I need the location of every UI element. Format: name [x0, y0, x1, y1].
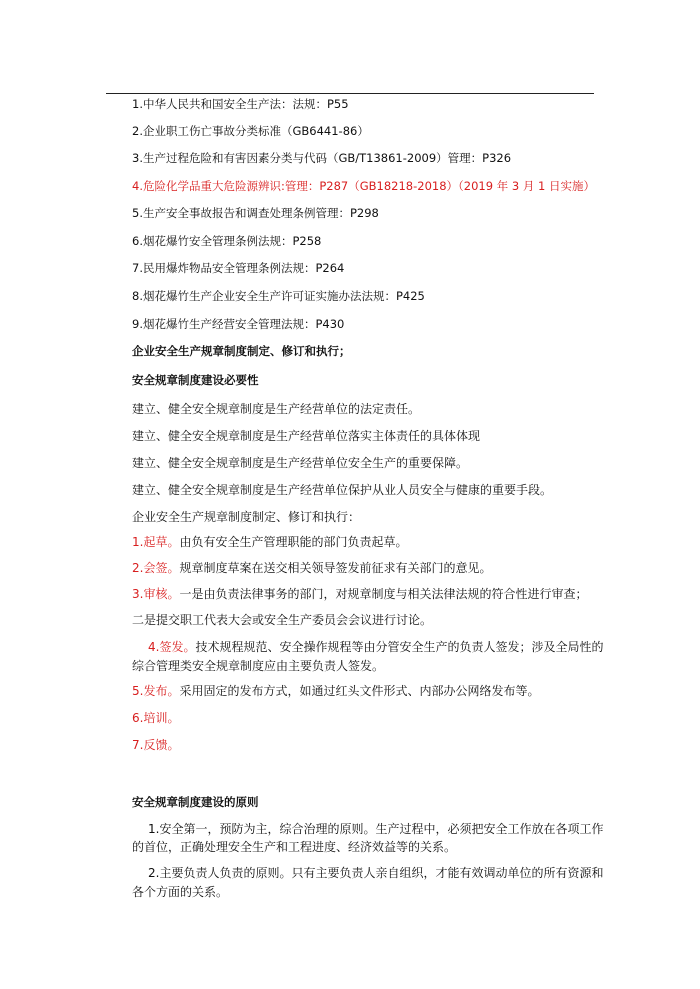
step-text: 采用固定的发布方式，如通过红头文件形式、内部办公网络发布等。 — [179, 684, 540, 698]
necessity-line-3: 建立、健全安全规章制度是生产经营单位安全生产的重要保障。 — [132, 456, 469, 470]
step-text: 技术规程规范、安全操作规程等由分管安全生产的负责人签发；涉及全局性的 — [195, 640, 604, 654]
principle-1-line-1: 1.安全第一，预防为主，综合治理的原则。生产过程中，必须把安全工作放在各项工作 — [148, 822, 604, 836]
regulation-item-7: 7.民用爆炸物品安全管理条例法规：P264 — [132, 261, 345, 275]
step-label: 3.审核。 — [132, 587, 180, 601]
principle-2-line-2: 各个方面的关系。 — [132, 885, 229, 899]
principle-2-line-1: 2.主要负责人负责的原则。只有主要负责人亲自组织，才能有效调动单位的所有资源和 — [148, 866, 604, 880]
step-5 — [132, 684, 539, 698]
step-2 — [132, 561, 491, 575]
process-intro: 企业安全生产规章制度制定、修订和执行： — [132, 510, 361, 524]
subsection-heading-principles: 安全规章制度建设的原则 — [132, 795, 259, 809]
step-text: 规章制度草案在送交相关领导签发前征求有关部门的意见。 — [179, 561, 492, 575]
necessity-line-1: 建立、健全安全规章制度是生产经营单位的法定责任。 — [132, 402, 421, 416]
step-3-continuation: 二是提交职工代表大会或安全生产委员会会议进行讨论。 — [132, 613, 433, 627]
step-label: 1.起草。 — [132, 535, 180, 549]
subsection-heading-necessity: 安全规章制度建设必要性 — [132, 373, 259, 387]
step-label: 5.发布。 — [132, 684, 180, 698]
regulation-item-1: 1.中华人民共和国安全生产法：法规：P55 — [132, 97, 349, 111]
step-4 — [148, 640, 603, 654]
step-6 — [132, 711, 179, 725]
regulation-item-3: 3.生产过程危险和有害因素分类与代码（GB/T13861-2009）管理：P326 — [132, 151, 512, 165]
step-label: 6.培训。 — [132, 711, 180, 725]
header-rule — [106, 93, 594, 94]
step-1 — [132, 535, 407, 549]
step-label: 4.签发。 — [148, 640, 196, 654]
section-heading: 企业安全生产规章制度制定、修订和执行； — [132, 344, 351, 358]
regulation-item-6: 6.烟花爆竹安全管理条例法规：P258 — [132, 234, 322, 248]
step-text: 一是由负责法律事务的部门，对规章制度与相关法律法规的符合性进行审查； — [179, 587, 588, 601]
step-4-continuation: 综合管理类安全规章制度应由主要负责人签发。 — [132, 659, 385, 673]
necessity-line-4: 建立、健全安全规章制度是生产经营单位保护从业人员安全与健康的重要手段。 — [132, 483, 553, 497]
step-label: 2.会签。 — [132, 561, 180, 575]
regulation-item-8: 8.烟花爆竹生产企业安全生产许可证实施办法法规：P425 — [132, 289, 425, 303]
regulation-item-5: 5.生产安全事故报告和调查处理条例管理：P298 — [132, 206, 379, 220]
necessity-line-2: 建立、健全安全规章制度是生产经营单位落实主体责任的具体体现 — [132, 429, 481, 443]
regulation-item-2: 2.企业职工伤亡事故分类标准（GB6441-86） — [132, 124, 369, 138]
step-3 — [132, 587, 587, 601]
regulation-item-4: 4.危险化学品重大危险源辨识:管理：P287（GB18218-2018）（2019 年 3 月 1 日实施） — [132, 179, 595, 193]
step-text: 由负有安全生产管理职能的部门负责起草。 — [179, 535, 408, 549]
principle-1-line-2: 的首位，正确处理安全生产和工程进度、经济效益等的关系。 — [132, 840, 457, 854]
regulation-item-9: 9.烟花爆竹生产经营安全管理法规：P430 — [132, 317, 345, 331]
step-7 — [132, 738, 179, 752]
step-label: 7.反馈。 — [132, 738, 180, 752]
